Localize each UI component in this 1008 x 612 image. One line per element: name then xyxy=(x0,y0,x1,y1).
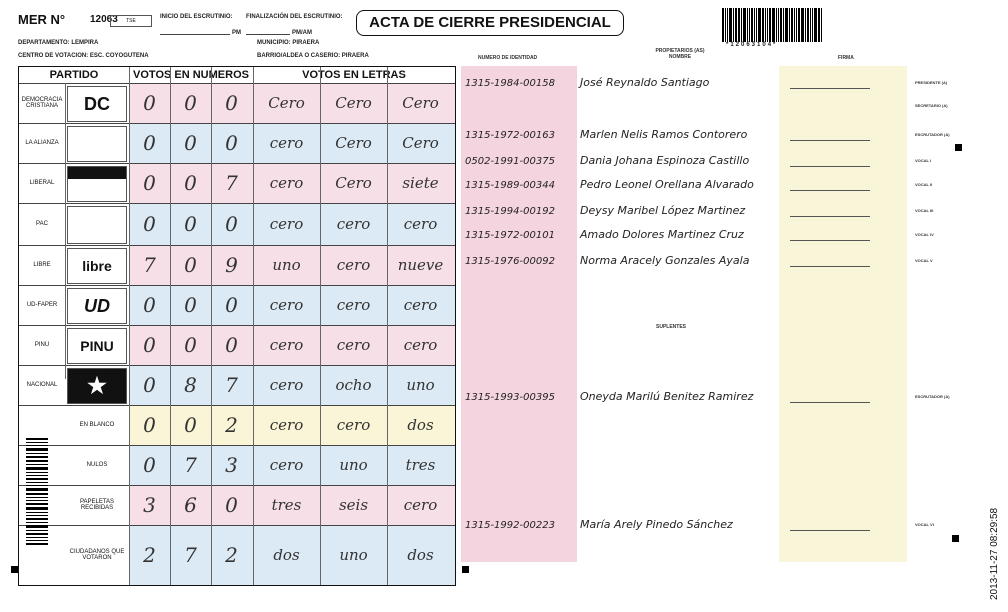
vote-word[interactable]: ocho xyxy=(335,376,372,394)
vote-word[interactable]: cero xyxy=(269,174,304,192)
barcode-bar xyxy=(26,543,48,545)
vote-number[interactable]: 3 xyxy=(225,453,238,477)
signer-id: 1315-1993-00395 xyxy=(465,392,555,403)
registration-mark xyxy=(955,144,962,151)
barcode-bar xyxy=(778,8,779,42)
barcode-bar xyxy=(725,8,726,42)
signature-image xyxy=(790,514,870,531)
party-label: LIBRE xyxy=(33,262,51,268)
vote-word[interactable]: dos xyxy=(407,546,434,564)
barrio: BARRIO/ALDEA O CASERIO: PIRAERA xyxy=(257,53,369,59)
vote-number[interactable]: 2 xyxy=(225,413,238,437)
vote-word[interactable]: cero xyxy=(269,336,304,354)
vote-word[interactable]: cero xyxy=(269,376,304,394)
mer-number: 12063 xyxy=(90,14,118,25)
vote-number[interactable]: 0 xyxy=(143,373,156,397)
barcode-bar xyxy=(26,500,48,501)
departamento: DEPARTAMENTO: LEMPIRA xyxy=(18,40,99,46)
party-label: UD-FAPER xyxy=(26,302,58,308)
barcode-bar xyxy=(814,8,817,42)
col-sig-header: FIRMA xyxy=(838,55,854,61)
party-label: LIBERAL xyxy=(29,180,55,186)
barcode-bar xyxy=(821,8,822,42)
table-col-divider xyxy=(65,83,66,379)
barcode-bar xyxy=(791,8,793,42)
barcode-bar xyxy=(26,467,48,470)
vote-word[interactable]: cero xyxy=(336,416,371,434)
party-logo xyxy=(67,126,127,162)
signer-role: VOCAL I xyxy=(915,158,932,163)
signer-id: 0502-1991-00375 xyxy=(465,156,555,167)
vote-word[interactable]: cero xyxy=(403,215,438,233)
vote-word[interactable]: cero xyxy=(336,256,371,274)
vote-word[interactable]: Cero xyxy=(335,94,372,112)
inicio-unit: PM xyxy=(232,30,241,36)
barcode-bar xyxy=(765,8,766,42)
signature-image xyxy=(790,124,870,141)
scan-timestamp: 2013-11-27 08:29:58 xyxy=(989,507,1000,600)
barcode-bar xyxy=(794,8,795,42)
barcode-bar xyxy=(26,525,48,528)
inicio-label: INICIO DEL ESCRUTINIO: xyxy=(160,14,233,20)
vote-number[interactable]: 0 xyxy=(184,212,197,236)
signer-id: 1315-1984-00158 xyxy=(465,78,555,89)
signer-id: 1315-1989-00344 xyxy=(465,180,555,191)
table-col-divider xyxy=(170,67,171,585)
party-label: DEMOCRACIA CRISTIANA xyxy=(21,97,63,109)
tse-logo: TSE xyxy=(110,15,152,27)
signer-name: Marlen Nelis Ramos Contorero xyxy=(580,128,748,141)
vote-number[interactable]: 0 xyxy=(184,91,197,115)
barcode-bar xyxy=(729,8,732,42)
signature-image xyxy=(790,224,870,241)
signer-role: ESCRUTADOR (A) xyxy=(915,394,950,399)
barcode-bar xyxy=(735,8,737,42)
barcode-bar xyxy=(776,8,777,42)
vote-word[interactable]: cero xyxy=(336,296,371,314)
top-barcode xyxy=(722,8,823,42)
barcode-bar xyxy=(26,445,48,446)
centro-votacion: CENTRO DE VOTACION: ESC. COYOGUTENA xyxy=(18,53,149,59)
vote-word[interactable]: dos xyxy=(407,416,434,434)
vote-number[interactable]: 0 xyxy=(184,333,197,357)
signature-image xyxy=(790,386,870,403)
signature-image xyxy=(790,174,870,191)
barcode-bar xyxy=(26,503,48,505)
municipio: MUNICIPIO: PIRAERA xyxy=(257,40,320,46)
registration-mark xyxy=(462,566,469,573)
vote-word[interactable]: cero xyxy=(403,496,438,514)
vote-number[interactable]: 7 xyxy=(184,543,197,567)
barcode-bar xyxy=(783,8,784,42)
barcode-bar xyxy=(26,482,48,483)
party-label: NACIONAL xyxy=(26,382,58,388)
barcode-bar xyxy=(26,518,48,520)
signer-role: ESCRUTADOR (A) xyxy=(915,132,950,137)
signer-name: Norma Aracely Gonzales Ayala xyxy=(580,254,750,267)
table-col-divider xyxy=(129,67,130,585)
vote-number[interactable]: 0 xyxy=(143,91,156,115)
vote-word[interactable]: cero xyxy=(269,456,304,474)
vote-word[interactable]: cero xyxy=(336,336,371,354)
vote-word[interactable]: cero xyxy=(269,134,304,152)
vote-number[interactable]: 0 xyxy=(143,413,156,437)
party-label: PAC xyxy=(36,221,48,227)
barcode-bar xyxy=(749,8,750,42)
barcode-bar xyxy=(26,530,48,531)
col-id-header: NUMERO DE IDENTIDAD xyxy=(478,55,538,61)
vote-word[interactable]: uno xyxy=(406,376,435,394)
vote-number[interactable]: 0 xyxy=(225,333,238,357)
barcode-bar xyxy=(722,8,724,42)
vote-word[interactable]: Cero xyxy=(268,94,305,112)
signer-role: VOCAL IV xyxy=(915,232,934,237)
vote-word[interactable]: uno xyxy=(339,456,368,474)
signer-id: 1315-1972-00163 xyxy=(465,130,555,141)
vote-number[interactable]: 7 xyxy=(225,171,238,195)
vote-number[interactable]: 0 xyxy=(184,171,197,195)
vote-word[interactable]: Cero xyxy=(335,174,372,192)
signer-id: 1315-1994-00192 xyxy=(465,206,555,217)
barcode-bar xyxy=(812,8,813,42)
party-logo: libre xyxy=(67,248,127,284)
barcode-bar xyxy=(26,493,48,495)
vote-word[interactable]: siete xyxy=(402,174,439,192)
header-partido: PARTIDO xyxy=(49,69,99,81)
vote-number[interactable]: 3 xyxy=(143,493,156,517)
signer-id: 1315-1992-00223 xyxy=(465,520,555,531)
vote-number[interactable]: 0 xyxy=(143,293,156,317)
barcode-bar xyxy=(743,8,746,42)
vote-number[interactable]: 0 xyxy=(184,413,197,437)
barcode-bar xyxy=(756,8,757,42)
registration-mark xyxy=(952,535,959,542)
barcode-bar xyxy=(26,478,48,480)
barcode-bar xyxy=(26,537,48,538)
barcode-bar xyxy=(796,8,797,42)
vote-word[interactable]: cero xyxy=(269,215,304,233)
barcode-bar xyxy=(751,8,753,42)
barcode-bar xyxy=(26,533,48,535)
party-label: CIUDADANOS QUE VOTARON xyxy=(69,549,125,561)
barcode-bar xyxy=(805,8,806,42)
signer-role: SECRETARIO (A) xyxy=(915,103,948,108)
barcode-bar xyxy=(798,8,800,42)
barcode-bar xyxy=(26,456,48,458)
barcode-bar xyxy=(26,475,48,476)
mer-label: MER N° xyxy=(18,12,66,27)
barcode-bar xyxy=(741,8,742,42)
signer-name: José Reynaldo Santiago xyxy=(580,76,710,89)
party-label: PAPELETAS RECIBIDAS xyxy=(79,499,115,511)
vote-number[interactable]: 0 xyxy=(184,131,197,155)
barcode-bar xyxy=(767,8,768,42)
vote-word[interactable]: dos xyxy=(273,546,300,564)
signer-name: Pedro Leonel Orellana Alvarado xyxy=(580,178,754,191)
vote-number[interactable]: 0 xyxy=(225,131,238,155)
barcode-bar xyxy=(780,8,782,42)
barcode-bar xyxy=(772,8,775,42)
barcode-bar xyxy=(818,8,820,42)
barcode-bar xyxy=(26,507,48,510)
vote-number[interactable]: 2 xyxy=(225,543,238,567)
barcode-bar xyxy=(754,8,755,42)
barcode-bar xyxy=(789,8,790,42)
barcode-bar xyxy=(762,8,764,42)
vote-number[interactable]: 0 xyxy=(143,171,156,195)
party-logo: ★ xyxy=(67,368,127,404)
barcode-bar xyxy=(738,8,740,42)
vote-number[interactable]: 7 xyxy=(143,253,156,277)
party-label: EN BLANCO xyxy=(79,422,115,428)
vote-word[interactable]: cero xyxy=(403,336,438,354)
party-logo xyxy=(67,206,127,244)
table-col-divider xyxy=(253,67,254,585)
barcode-bar xyxy=(26,453,48,454)
vote-number[interactable]: 0 xyxy=(143,333,156,357)
table-col-divider xyxy=(387,67,388,585)
barcode-bar xyxy=(758,8,761,42)
vote-number[interactable]: 9 xyxy=(225,253,238,277)
vote-word[interactable]: cero xyxy=(403,296,438,314)
side-barcode xyxy=(26,438,48,578)
party-label: PINU xyxy=(34,342,50,348)
votes-table xyxy=(18,66,456,586)
barcode-bar xyxy=(26,522,48,523)
vote-word[interactable]: tres xyxy=(271,496,302,514)
signer-id: 1315-1972-00101 xyxy=(465,230,555,241)
vote-number[interactable]: 0 xyxy=(143,212,156,236)
signer-role: VOCAL V xyxy=(915,258,933,263)
signer-role: VOCAL VI xyxy=(915,522,934,527)
barcode-bar xyxy=(26,485,48,486)
table-col-divider xyxy=(211,67,212,585)
signer-name: María Arely Pinedo Sánchez xyxy=(580,518,733,531)
barcode-bar xyxy=(769,8,771,42)
vote-number[interactable]: 0 xyxy=(225,91,238,115)
vote-number[interactable]: 0 xyxy=(225,293,238,317)
final-label: FINALIZACIÓN DEL ESCRUTINIO: xyxy=(246,14,343,20)
barcode-bar xyxy=(807,8,809,42)
barcode-bar xyxy=(26,512,48,513)
barcode-bar xyxy=(26,515,48,516)
barcode-bar xyxy=(810,8,811,42)
signer-role: PRESIDENTE (A) xyxy=(915,80,948,85)
vote-word[interactable]: seis xyxy=(338,496,369,514)
barcode-bar xyxy=(801,8,804,42)
signature-image xyxy=(790,150,870,167)
vote-number[interactable]: 7 xyxy=(184,453,197,477)
signature-image xyxy=(790,72,870,89)
vote-number[interactable]: 0 xyxy=(143,453,156,477)
vote-number[interactable]: 0 xyxy=(225,212,238,236)
signer-name: Oneyda Marilú Benitez Ramirez xyxy=(580,390,754,403)
vote-word[interactable]: Cero xyxy=(402,134,439,152)
signature-image xyxy=(790,250,870,267)
signer-name: Deysy Maribel López Martinez xyxy=(580,204,746,217)
barcode-bar xyxy=(26,472,48,473)
vote-number[interactable]: 2 xyxy=(143,543,156,567)
vote-word[interactable]: Cero xyxy=(335,134,372,152)
barcode-bar xyxy=(26,497,48,498)
barcode-bar xyxy=(26,438,48,440)
party-logo: UD xyxy=(67,288,127,324)
party-logo: DC xyxy=(67,86,127,122)
barcode-bar xyxy=(26,488,48,491)
vote-word[interactable]: Cero xyxy=(402,94,439,112)
signer-name: Amado Dolores Martinez Cruz xyxy=(580,228,744,241)
vote-number[interactable]: 0 xyxy=(184,253,197,277)
barcode-bar xyxy=(727,8,728,42)
final-unit: PM/AM xyxy=(292,30,312,36)
vote-number[interactable]: 7 xyxy=(225,373,238,397)
signer-id: 1315-1976-00092 xyxy=(465,256,555,267)
vote-number[interactable]: 0 xyxy=(184,293,197,317)
barcode-bar xyxy=(26,464,48,465)
inicio-field[interactable] xyxy=(160,24,230,35)
barcode-bar xyxy=(26,442,48,443)
barcode-bar xyxy=(785,8,788,42)
vote-word[interactable]: nueve xyxy=(397,256,444,274)
party-logo xyxy=(67,166,127,202)
party-logo: PINU xyxy=(67,328,127,364)
page-title: ACTA DE CIERRE PRESIDENCIAL xyxy=(356,10,624,36)
vote-word[interactable]: tres xyxy=(405,456,436,474)
header-letras: VOTOS EN LETRAS xyxy=(302,69,406,81)
vote-word[interactable]: cero xyxy=(336,215,371,233)
signer-name: Dania Johana Espinoza Castillo xyxy=(580,154,750,167)
registration-mark xyxy=(11,566,18,573)
vote-word[interactable]: uno xyxy=(339,546,368,564)
vote-number[interactable]: 8 xyxy=(184,373,197,397)
signer-role: VOCAL III xyxy=(915,208,934,213)
vote-word[interactable]: uno xyxy=(272,256,301,274)
vote-number[interactable]: 6 xyxy=(184,493,197,517)
final-field[interactable] xyxy=(246,24,290,35)
header-numeros: VOTOS EN NUMEROS xyxy=(133,69,249,81)
col-name-header: PROPIETARIOS (AS) NOMBRE xyxy=(655,48,705,60)
barcode-bar xyxy=(26,540,48,541)
signature-image xyxy=(790,200,870,217)
barcode-text: *12063104* xyxy=(726,42,778,48)
party-label: LA ALIANZA xyxy=(25,140,59,146)
barcode-bar xyxy=(747,8,748,42)
table-col-divider xyxy=(320,67,321,585)
barcode-bar xyxy=(26,460,48,462)
suplentes-header: SUPLENTES xyxy=(656,324,687,330)
vote-number[interactable]: 0 xyxy=(143,131,156,155)
barcode-bar xyxy=(733,8,734,42)
barcode-bar xyxy=(26,448,48,451)
signer-role: VOCAL II xyxy=(915,182,933,187)
vote-number[interactable]: 0 xyxy=(225,493,238,517)
vote-word[interactable]: cero xyxy=(269,416,304,434)
party-label: NULOS xyxy=(86,462,108,468)
vote-word[interactable]: cero xyxy=(269,296,304,314)
